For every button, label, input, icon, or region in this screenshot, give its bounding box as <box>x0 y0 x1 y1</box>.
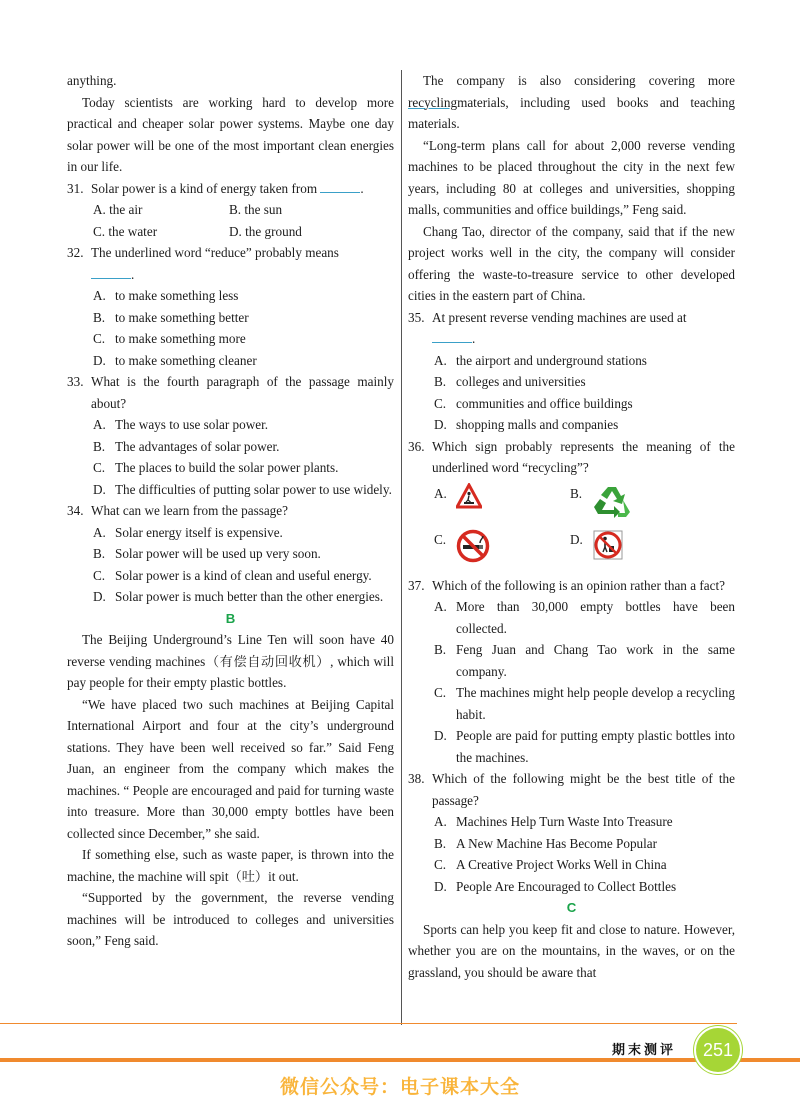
option: C. A Creative Project Works Well in China <box>434 857 667 872</box>
option: A. to make something less <box>93 288 239 303</box>
question-36: 36. Which sign probably represents the meaning of the underlined word “recycling”? <box>408 438 735 475</box>
option: D. to make something cleaner <box>93 352 257 368</box>
option: C. the water <box>93 223 158 239</box>
sign-options <box>408 483 735 569</box>
option: D. Solar power is much better than the other energies. <box>93 589 384 604</box>
section-heading-c: C <box>566 900 577 915</box>
answer-blank <box>91 266 131 279</box>
options-row <box>67 221 394 243</box>
right-column <box>408 70 735 983</box>
paragraph: “We have placed two such machines at Beijing Capital International Airport and four at the city’s underground stations. They have been well received so far.” Said Feng Juan, an engineer from the company which makes the machines. “ People are encouraged and paid for turning waste into treasure. More than 30,000 empty bottles have been collected since December,” she said. <box>67 696 394 841</box>
no-smoking-sign-icon <box>456 529 490 563</box>
no-littering-sign-icon <box>592 529 624 561</box>
section-heading-b: B <box>225 610 236 626</box>
option: B. to make something better <box>93 309 249 325</box>
option: B. The advantages of solar power. <box>93 438 280 454</box>
option: A. More than 30,000 empty bottles have been collected. <box>434 599 735 636</box>
option: C. The machines might help people develop a recycling habit. <box>434 685 735 722</box>
question-35: 35. At present reverse vending machines are used at . <box>408 309 687 346</box>
question-34: 34. What can we learn from the passage? <box>67 503 288 518</box>
paragraph: Sports can help you keep fit and close to nature. However, whether you are on the mountains, in the waves, or on the grassland, you should be aware that <box>408 921 735 980</box>
paragraph: Today scientists are working hard to develop more practical and cheaper solar power systems. Maybe one day solar power will be one of the most important clean energies in our life. <box>67 94 394 174</box>
footer-rule <box>0 1023 737 1024</box>
option: B. colleges and universities <box>434 374 586 389</box>
paragraph: If something else, such as waste paper, is thrown into the machine, the machine will spit（吐）it out. <box>67 847 394 884</box>
footer-band <box>0 1058 800 1062</box>
pedestrian-crossing-sign-icon <box>456 483 482 509</box>
underlined-word: recycling <box>408 94 458 110</box>
option: A. Machines Help Turn Waste Into Treasure <box>434 814 673 829</box>
option: B. A New Machine Has Become Popular <box>434 835 658 851</box>
option: B. the sun <box>229 202 283 217</box>
option: D. People are paid for putting empty plastic bottles into the machines. <box>434 728 735 765</box>
paragraph: “Supported by the government, the reverse vending machines will be introduced to colleges and universities soon,” Feng said. <box>67 890 394 948</box>
paragraph: anything. <box>67 73 117 88</box>
option: D. the ground <box>229 223 302 239</box>
column-divider <box>401 70 402 1025</box>
option: C. communities and office buildings <box>434 395 633 411</box>
left-column <box>67 70 394 952</box>
option: A. Solar energy itself is expensive. <box>93 524 283 540</box>
option: A. the air <box>93 202 143 217</box>
option: D. shopping malls and companies <box>434 417 619 432</box>
footer-title: 期末测评 <box>612 1043 677 1058</box>
option: C. Solar power is a kind of clean and useful energy. <box>93 567 372 583</box>
question-37: 37. Which of the following is an opinion rather than a fact? <box>408 577 725 593</box>
option: B. <box>570 483 706 523</box>
paragraph: “Long-term plans call for about 2,000 reverse vending machines to be placed throughout the city in the next few years, including 80 at colleges and universities, shopping malls, communities and office buildings,” Feng said. <box>408 137 735 217</box>
question-32: 32. The underlined word “reduce” probably means . <box>67 245 339 282</box>
watermark: 微信公众号：电子课本大全 <box>279 1076 520 1098</box>
paragraph: The company is also considering covering more recyclingmaterials, including used books and teaching materials. <box>408 73 735 131</box>
option: D. <box>570 529 706 569</box>
answer-blank <box>432 330 472 343</box>
question-33: 33. What is the fourth paragraph of the passage mainly about? <box>67 374 394 411</box>
option: D. The difficulties of putting solar power to use widely. <box>93 481 392 497</box>
option: C. <box>434 529 570 569</box>
question-38: 38. Which of the following might be the best title of the passage? <box>408 771 735 808</box>
option: C. The places to build the solar power plants. <box>93 460 339 475</box>
option: A. the airport and underground stations <box>434 352 647 368</box>
options-row <box>67 199 394 221</box>
option: C. to make something more <box>93 331 246 346</box>
page-number-badge: 251 <box>694 1026 742 1074</box>
option: A. The ways to use solar power. <box>93 417 269 432</box>
recycling-sign-icon <box>592 483 632 519</box>
option: B. Solar power will be used up very soon. <box>93 546 321 561</box>
question-31: 31. Solar power is a kind of energy taken from . <box>67 180 364 196</box>
option: A. <box>434 483 570 523</box>
option: B. Feng Juan and Chang Tao work in the same company. <box>434 642 735 679</box>
paragraph: Chang Tao, director of the company, said that if the new project works well in the city, the company will consider offering the waste-to-treasure service to other developed cities in the eastern part of China. <box>408 223 735 303</box>
paragraph: The Beijing Underground’s Line Ten will soon have 40 reverse vending machines（有偿自动回收机）, which will pay people for their empty plastic bottles. <box>67 632 394 690</box>
answer-blank <box>320 180 360 193</box>
option: D. People Are Encouraged to Collect Bottles <box>434 878 677 894</box>
